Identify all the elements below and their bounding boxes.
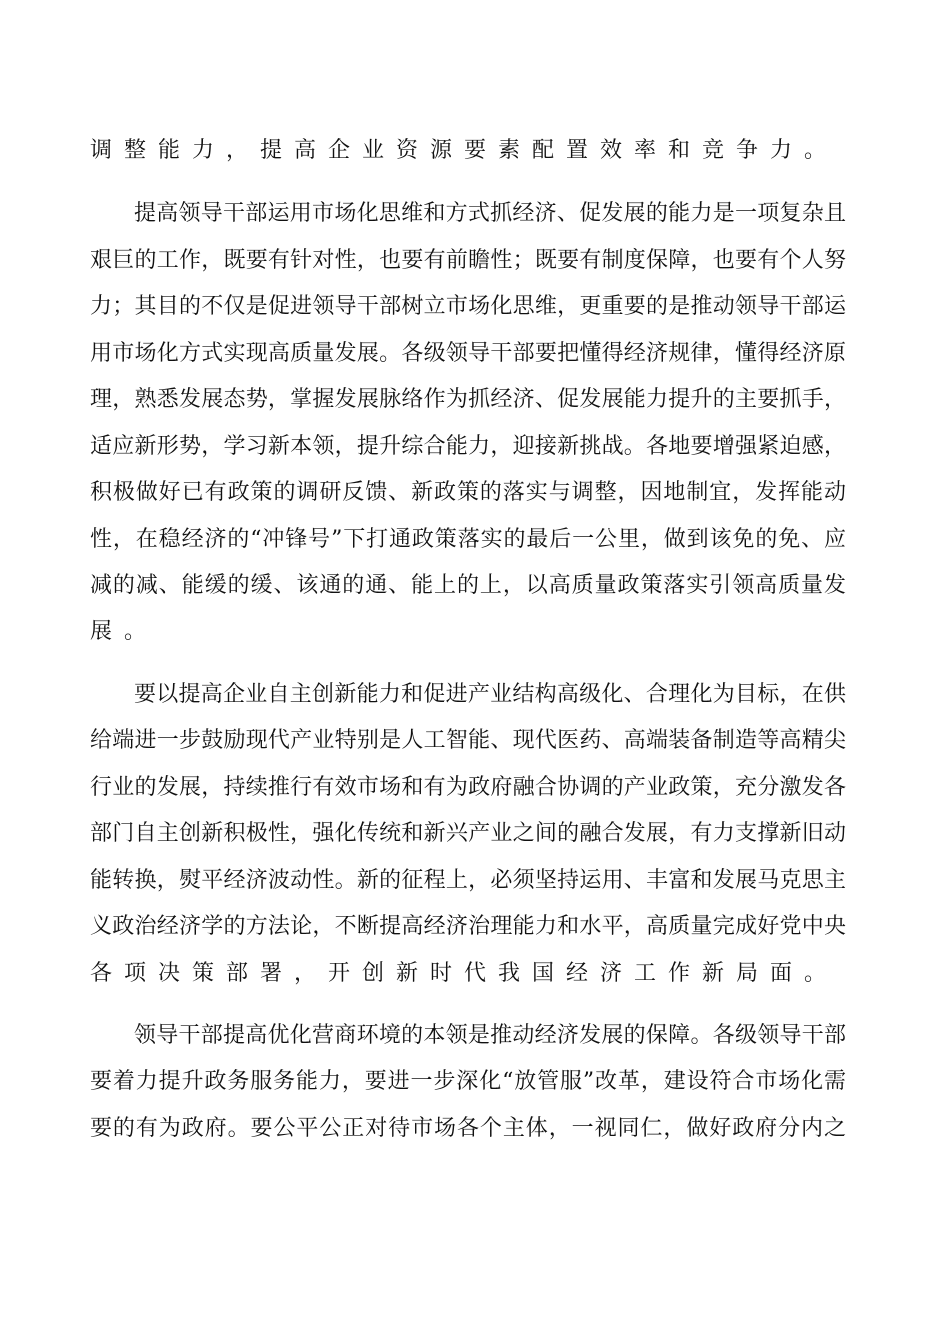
paragraph-4-line-1	[0, 1016, 950, 1056]
paragraph-2-line-5	[0, 380, 950, 420]
paragraph-3-line-7	[0, 954, 950, 994]
text-line: 用市场化方式实现高质量发展。各级领导干部要把懂得经济规律，懂得经济原	[90, 341, 847, 366]
text-line: 各项决策部署，开创新时代我国经济工作新局面。	[90, 961, 839, 986]
paragraph-2-line-9	[0, 566, 950, 606]
paragraph-2-line-1	[0, 194, 950, 234]
paragraph-2-line-2	[0, 241, 950, 281]
text-line: 行业的发展，持续推行有效市场和有为政府融合协调的产业政策，充分激发各	[90, 775, 847, 800]
text-line: 理，熟悉发展态势，掌握发展脉络作为抓经济、促发展能力提升的主要抓手，	[90, 387, 847, 412]
paragraph-2-line-3	[0, 287, 950, 327]
paragraph-3-line-2	[0, 721, 950, 761]
paragraph-2-line-10	[0, 612, 950, 652]
paragraph-2-line-6	[0, 427, 950, 467]
paragraph-3-line-4	[0, 814, 950, 854]
text-line: 适应新形势，学习新本领，提升综合能力，迎接新挑战。各地要增强紧迫感，	[90, 434, 847, 459]
paragraph-3-line-1	[0, 675, 950, 715]
text-line: 给端进一步鼓励现代产业特别是人工智能、现代医药、高端装备制造等高精尖	[90, 728, 847, 753]
text-line: 要着力提升政务服务能力，要进一步深化“放管服”改革，建设符合市场化需	[90, 1069, 847, 1094]
paragraph-4-line-3	[0, 1109, 950, 1149]
text-line: 性，在稳经济的“冲锋号”下打通政策落实的最后一公里，做到该免的免、应	[90, 527, 847, 552]
paragraph-3-line-6	[0, 907, 950, 947]
text-line: 领导干部提高优化营商环境的本领是推动经济发展的保障。各级领导干部	[134, 1023, 847, 1048]
text-line: 能转换，熨平经济波动性。新的征程上，必须坚持运用、丰富和发展马克思主	[90, 868, 847, 893]
paragraph-3-line-5	[0, 861, 950, 901]
text-line: 减的减、能缓的缓、该通的通、能上的上，以高质量政策落实引领高质量发	[90, 573, 847, 598]
text-line: 积极做好已有政策的调研反馈、新政策的落实与调整，因地制宜，发挥能动	[90, 480, 847, 505]
text-line: 展。	[90, 619, 159, 644]
text-line: 力；其目的不仅是促进领导干部树立市场化思维，更重要的是推动领导干部运	[90, 294, 847, 319]
paragraph-3-line-3	[0, 768, 950, 808]
text-line: 要的有为政府。要公平公正对待市场各个主体，一视同仁，做好政府分内之	[90, 1116, 847, 1141]
paragraph-4-line-2	[0, 1062, 950, 1102]
text-line: 艰巨的工作，既要有针对性，也要有前瞻性；既要有制度保障，也要有个人努	[90, 248, 847, 273]
paragraph-2-line-4	[0, 334, 950, 374]
paragraph-2-line-7	[0, 473, 950, 513]
paragraph-1-line-1	[0, 131, 950, 171]
text-line: 部门自主创新积极性，强化传统和新兴产业之间的融合发展，有力支撑新旧动	[90, 821, 847, 846]
text-line: 提高领导干部运用市场化思维和方式抓经济、促发展的能力是一项复杂且	[134, 201, 847, 226]
text-line: 调整能力，提高企业资源要素配置效率和竞争力。	[90, 138, 839, 163]
text-line: 义政治经济学的方法论，不断提高经济治理能力和水平，高质量完成好党中央	[90, 914, 847, 939]
text-line: 要以提高企业自主创新能力和促进产业结构高级化、合理化为目标，在供	[134, 682, 847, 707]
paragraph-2-line-8	[0, 520, 950, 560]
